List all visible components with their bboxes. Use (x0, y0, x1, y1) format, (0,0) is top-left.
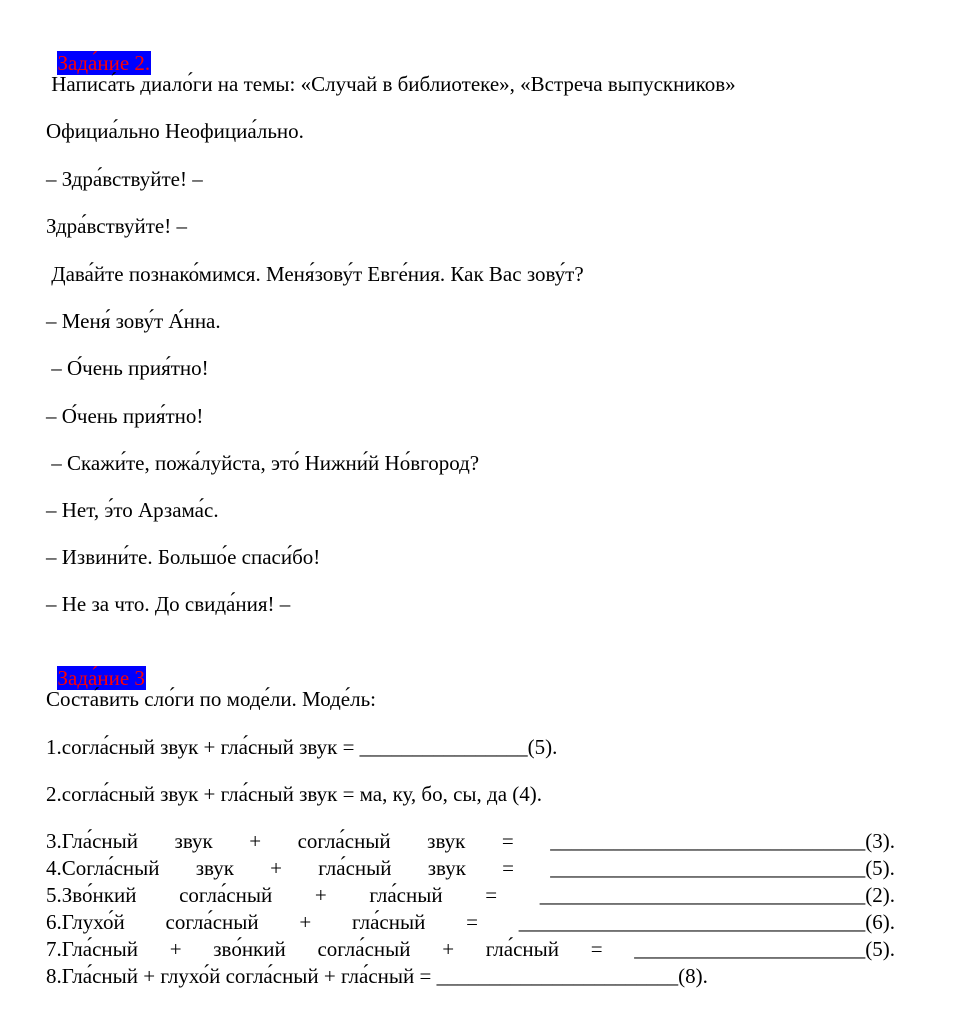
item6-word: = (466, 910, 478, 934)
item7-word: согла́сный (317, 937, 411, 961)
task3-item-6 (46, 909, 895, 935)
item7-word: + (169, 937, 182, 961)
task3-item-3 (46, 828, 895, 854)
task2-heading-line (46, 24, 151, 76)
task3-item-7 (46, 936, 895, 962)
task3-item-4 (46, 855, 895, 881)
task3-heading: Зада́ние 3 (57, 666, 145, 690)
dialog-line-1: – Здра́вствуйте! – (46, 167, 203, 191)
task3-item-2: 2.согла́сный звук + гла́сный звук = ма, ку, бо, сы, да (4). (46, 782, 543, 806)
task3-prompt: Соста́вить сло́ги по моде́ли. Моде́ль: (46, 687, 377, 711)
item4-word: = (502, 856, 514, 880)
dialog-line-3: Дава́йте познако́мимся. Меня́зову́т Евге́ния. Как Вас зову́т? (46, 262, 584, 286)
dialog-line-2: Здра́вствуйте! – (46, 214, 187, 238)
item3-word: 3.Гла́сный (46, 829, 139, 853)
item5-word: 5.Зво́нкий (46, 883, 137, 907)
item7-word: зво́нкий (213, 937, 286, 961)
item6-word: 6.Глухо́й (46, 910, 125, 934)
item4-word: звук (195, 856, 234, 880)
item4-word: гла́сный (318, 856, 392, 880)
dialog-line-10: – Не за что. До свида́ния! – (46, 592, 291, 616)
task2-styles: Официа́льно Неофициа́льно. (46, 119, 304, 143)
task2-prompt: Написа́ть диало́ги на темы: «Случай в библиотеке», «Встреча выпускников» (46, 72, 736, 96)
item3-word: звук (174, 829, 213, 853)
item3-word: звук (427, 829, 466, 853)
dialog-line-7: – Скажи́те, пожа́луйста, это́ Нижни́й Но́вгород? (46, 451, 480, 475)
task3-item-8: 8.Гла́сный + глухо́й согла́сный + гла́сный = _______________________(8). (46, 964, 708, 988)
item4-word: + (270, 856, 282, 880)
task3-item-1: 1.согла́сный звук + гла́сный звук = ________________(5). (46, 735, 558, 759)
item3-word: согла́сный (297, 829, 391, 853)
item7-word: + (442, 937, 455, 961)
item3-word: = (501, 829, 514, 853)
dialog-line-4: – Меня́ зову́т А́нна. (46, 309, 221, 333)
item4-blank: ______________________________(5). (550, 856, 895, 880)
item5-blank: _______________________________(2). (539, 883, 895, 907)
item3-word: + (249, 829, 262, 853)
task3-heading-line (46, 639, 146, 691)
item6-word: согла́сный (165, 910, 259, 934)
item3-blank: ______________________________(3). (550, 829, 895, 853)
item5-word: гла́сный (369, 883, 443, 907)
item6-word: + (299, 910, 312, 934)
item7-word: гла́сный (485, 937, 559, 961)
item5-word: = (485, 883, 498, 907)
item4-word: 4.Согла́сный (46, 856, 160, 880)
item7-word: = (590, 937, 603, 961)
dialog-line-5: – О́чень прия́тно! (46, 356, 209, 380)
item4-word: звук (427, 856, 466, 880)
item7-word: 7.Гла́сный (46, 937, 139, 961)
dialog-line-9: – Извини́те. Большо́е спаси́бо! (46, 545, 321, 569)
item5-word: + (314, 883, 327, 907)
task2-heading: Зада́ние 2. (57, 51, 151, 75)
dialog-line-8: – Нет, э́то Арзама́с. (46, 498, 219, 522)
item6-blank: _________________________________(6). (518, 910, 895, 934)
item6-word: гла́сный (352, 910, 426, 934)
item5-word: согла́сный (179, 883, 273, 907)
item7-blank: ______________________(5). (634, 937, 895, 961)
dialog-line-6: – О́чень прия́тно! (46, 404, 204, 428)
task3-item-5 (46, 882, 895, 908)
